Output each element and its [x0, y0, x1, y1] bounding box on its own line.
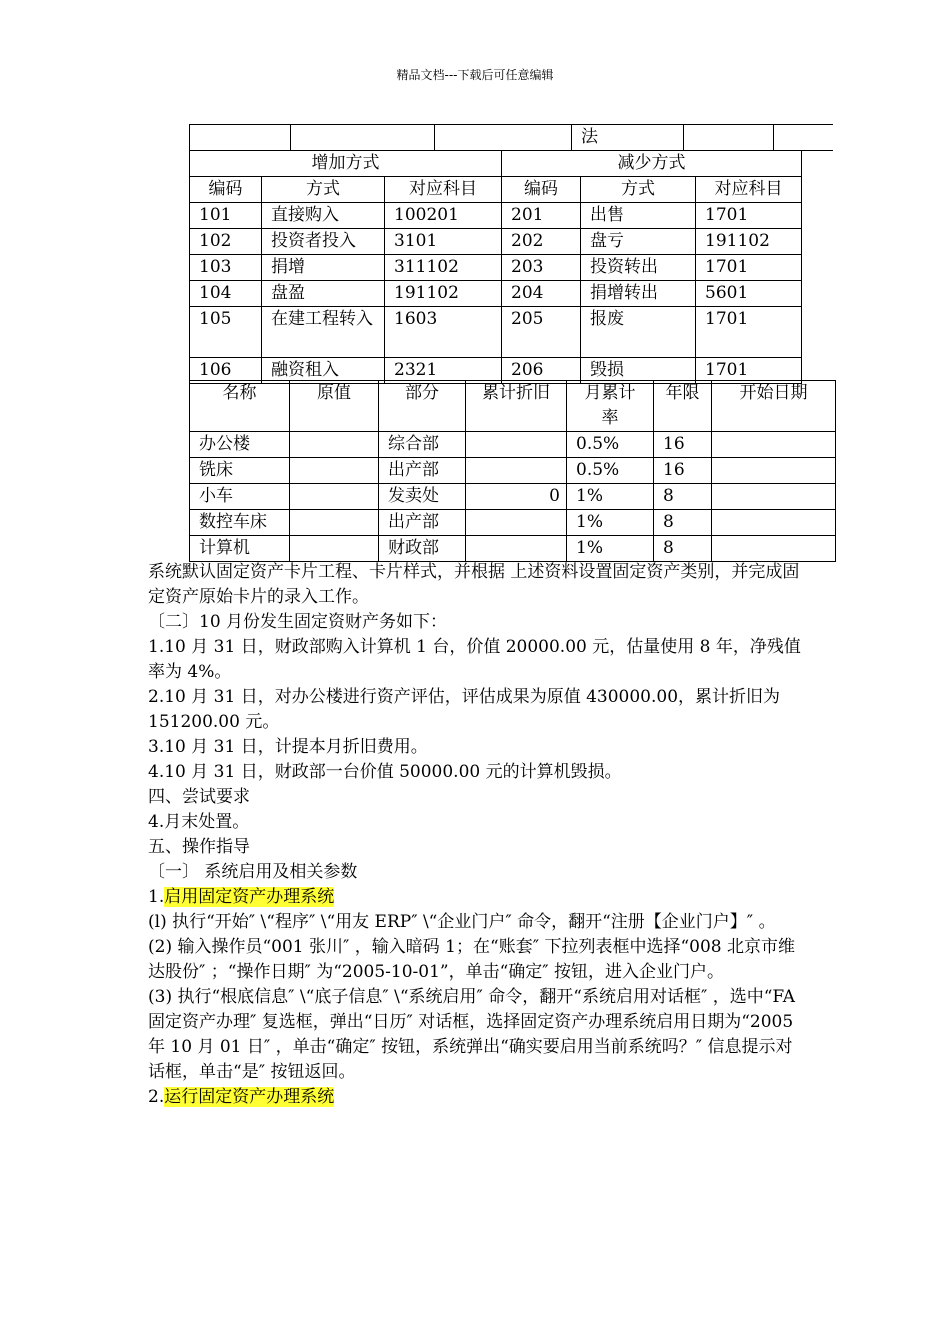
table-cell: 100201 [385, 203, 502, 229]
increase-decrease-methods-table [189, 150, 802, 384]
table-cell [290, 432, 379, 458]
table-cell: 计算机 [190, 536, 290, 562]
step-heading [148, 885, 808, 910]
table-row [190, 281, 802, 307]
highlighted-text: 运行固定资产办理系统 [164, 1087, 335, 1107]
table-cell: 16 [654, 458, 712, 484]
table-cell [291, 125, 435, 151]
paragraph: 3.10 月 31 日，计提本月折旧费用。 [148, 737, 428, 757]
table-cell [712, 458, 836, 484]
table-cell [190, 125, 291, 151]
table-row [190, 510, 836, 536]
table-cell: 8 [654, 510, 712, 536]
table-cell: 办公楼 [190, 432, 290, 458]
table-cell: 311102 [385, 255, 502, 281]
table-row [190, 432, 836, 458]
table-cell: 0.5% [567, 432, 654, 458]
section-heading: 四、尝试要求 [148, 787, 250, 807]
table-row [190, 307, 802, 358]
table-cell: 103 [190, 255, 262, 281]
paragraph: 1.10 月 31 日，财政部购入计算机 1 台，价值 20000.00 元，估量使用 8 年，净残值率为 4%。 [148, 637, 801, 682]
table-cell: 1603 [385, 307, 502, 358]
table-cell: 出售 [581, 203, 696, 229]
table-cell: 8 [654, 536, 712, 562]
table-cell: 205 [502, 307, 581, 358]
column-header: 累计折旧 [466, 381, 567, 432]
table-cell: 出产部 [379, 458, 466, 484]
table-cell [435, 125, 572, 151]
paragraph: 4.月末处置。 [148, 812, 250, 832]
table-row [190, 484, 836, 510]
table-cell: 小车 [190, 484, 290, 510]
table-cell: 0.5% [567, 458, 654, 484]
table-cell [290, 510, 379, 536]
table-cell: 综合部 [379, 432, 466, 458]
step-heading [148, 1085, 808, 1110]
table-cell: 1% [567, 536, 654, 562]
table-cell: 1% [567, 484, 654, 510]
column-header: 名称 [190, 381, 290, 432]
table-cell: 捐增 [262, 255, 385, 281]
table-cell [684, 125, 774, 151]
group-header-decrease: 减少方式 [502, 151, 802, 177]
table-row [190, 151, 802, 177]
column-header: 编码 [502, 177, 581, 203]
column-header: 对应科目 [696, 177, 802, 203]
table-cell: 1% [567, 510, 654, 536]
table-cell: 报废 [581, 307, 696, 358]
table-cell: 发卖处 [379, 484, 466, 510]
table-cell: 法 [572, 125, 684, 151]
table-cell: 1701 [696, 203, 802, 229]
table-cell [290, 458, 379, 484]
page-header: 精品文档---下载后可任意编辑 [396, 68, 554, 82]
section-heading: 五、操作指导 [148, 837, 250, 857]
column-header: 开始日期 [712, 381, 836, 432]
table-cell [774, 125, 834, 151]
table-cell: 投资转出 [581, 255, 696, 281]
table-cell [712, 484, 836, 510]
table-cell: 16 [654, 432, 712, 458]
table-cell: 出产部 [379, 510, 466, 536]
table-cell: 0 [466, 484, 567, 510]
table-cell: 财政部 [379, 536, 466, 562]
paragraph: (l) 执行“开始″ \“程序″ \“用友 ERP″ \“企业门户″ 命令，翻开“注册【企业门户】″ 。 [148, 912, 776, 932]
table-cell: 投资者投入 [262, 229, 385, 255]
column-header: 原值 [290, 381, 379, 432]
table-header-row [190, 381, 836, 432]
column-header: 编码 [190, 177, 262, 203]
table-cell: 101 [190, 203, 262, 229]
table-row [190, 458, 836, 484]
table-cell: 2321 [385, 358, 502, 384]
paragraph: (3) 执行“根底信息″ \“底子信息″ \“系统启用″ 命令，翻开“系统启用对话框″ ，选中“FA 固定资产办理″ 复选框，弹出“日历″ 对话框，选择固定资产办理系统启用日期为“2005 年 10 月 01 日″ ，单击“确定″ 按钮，系统弹出“确实要启用当前系统吗？″ 信息提示对话框，单击“是″ 按钮返回。 [148, 987, 796, 1082]
top-fragment-table [189, 124, 833, 151]
table-cell: 201 [502, 203, 581, 229]
table-cell: 191102 [385, 281, 502, 307]
table-cell [466, 432, 567, 458]
group-header-increase: 增加方式 [190, 151, 502, 177]
column-header: 方式 [262, 177, 385, 203]
table-cell: 203 [502, 255, 581, 281]
table-cell: 1701 [696, 307, 802, 358]
table-cell: 5601 [696, 281, 802, 307]
table-cell [712, 536, 836, 562]
table-cell: 8 [654, 484, 712, 510]
table-cell [466, 458, 567, 484]
table-row [190, 255, 802, 281]
table-cell: 盘盈 [262, 281, 385, 307]
paragraph: 〔二〕10 月份发生固定资财产务如下： [148, 612, 448, 632]
column-header: 年限 [654, 381, 712, 432]
column-header: 部分 [379, 381, 466, 432]
table-cell [290, 484, 379, 510]
table-cell: 数控车床 [190, 510, 290, 536]
highlighted-text: 启用固定资产办理系统 [164, 887, 335, 907]
table-cell: 融资租入 [262, 358, 385, 384]
table-cell [712, 510, 836, 536]
table-cell: 104 [190, 281, 262, 307]
table-cell [466, 536, 567, 562]
table-cell: 206 [502, 358, 581, 384]
subsection-heading: 〔一〕 系统启用及相关参数 [148, 862, 358, 882]
paragraph: 4.10 月 31 日，财政部一台价值 50000.00 元的计算机毁损。 [148, 762, 622, 782]
table-row [190, 203, 802, 229]
paragraph: (2) 输入操作员“001 张川″ ，输入暗码 1；在“账套″ 下拉列表框中选择“008 北京市维达股份″ ；“操作日期″ 为“2005-10-01”，单击“确定″ 按钮，进入企业门户。 [148, 937, 795, 982]
column-header: 对应科目 [385, 177, 502, 203]
step-number: 1. [148, 887, 165, 907]
table-cell: 捐增转出 [581, 281, 696, 307]
column-header: 方式 [581, 177, 696, 203]
body-text [148, 560, 808, 1110]
table-cell: 1701 [696, 255, 802, 281]
column-header: 月累计率 [567, 381, 654, 432]
table-cell [712, 432, 836, 458]
table-row [190, 229, 802, 255]
table-header-row [190, 177, 802, 203]
table-cell: 191102 [696, 229, 802, 255]
table-cell: 在建工程转入 [262, 307, 385, 358]
table-cell: 1701 [696, 358, 802, 384]
fixed-assets-table [189, 380, 836, 562]
paragraph: 系统默认固定资产卡片工程、卡片样式，并根据 上述资料设置固定资产类别，并完成固定资产原始卡片的录入工作。 [148, 562, 800, 607]
table-row [190, 536, 836, 562]
table-cell: 3101 [385, 229, 502, 255]
table-cell [290, 536, 379, 562]
table-row [190, 125, 834, 151]
table-cell: 105 [190, 307, 262, 358]
step-number: 2. [148, 1087, 165, 1107]
table-cell: 102 [190, 229, 262, 255]
paragraph: 2.10 月 31 日，对办公楼进行资产评估，评估成果为原值 430000.00，累计折旧为 151200.00 元。 [148, 687, 781, 732]
table-cell: 202 [502, 229, 581, 255]
table-cell: 直接购入 [262, 203, 385, 229]
table-cell: 盘亏 [581, 229, 696, 255]
table-cell: 204 [502, 281, 581, 307]
table-cell: 毁损 [581, 358, 696, 384]
table-cell: 106 [190, 358, 262, 384]
table-cell [466, 510, 567, 536]
table-cell: 铣床 [190, 458, 290, 484]
